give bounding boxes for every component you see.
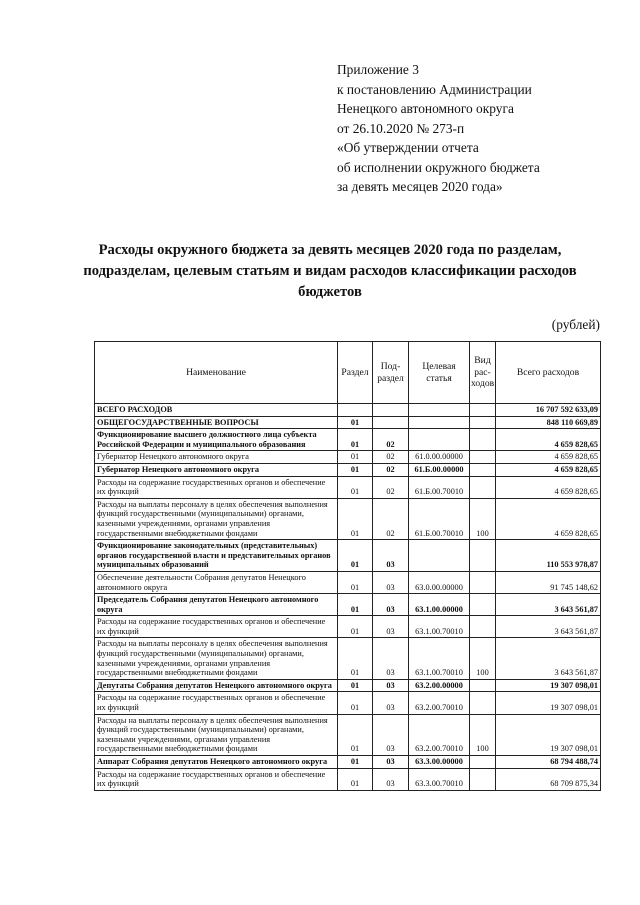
row-podrazdel: 03: [373, 571, 409, 593]
row-target: [409, 540, 470, 572]
table-row: [95, 571, 601, 593]
row-podrazdel: [373, 404, 409, 417]
row-expense-type: [470, 571, 496, 593]
table-row: [95, 476, 601, 498]
row-expense-type: [470, 692, 496, 714]
row-razdel: 01: [338, 476, 373, 498]
row-target: 61.Б.00.00000: [409, 463, 470, 476]
appendix-line: «Об утверждении отчета: [337, 140, 479, 155]
row-target: 61.Б.00.70010: [409, 476, 470, 498]
row-name: ВСЕГО РАСХОДОВ: [95, 404, 338, 417]
row-total: 19 307 098,01: [496, 714, 601, 755]
row-total: 68 794 488,74: [496, 756, 601, 769]
row-target: [409, 416, 470, 429]
row-name: Губернатор Ненецкого автономного округа: [95, 451, 338, 464]
row-podrazdel: 02: [373, 463, 409, 476]
row-name: Губернатор Ненецкого автономного округа: [95, 463, 338, 476]
row-target: 63.3.00.70010: [409, 768, 470, 790]
row-name: ОБЩЕГОСУДАРСТВЕННЫЕ ВОПРОСЫ: [95, 416, 338, 429]
column-header-podrazdel: Под-раздел: [373, 342, 409, 404]
table-row: [95, 451, 601, 464]
appendix-line: Ненецкого автономного округа: [337, 101, 514, 116]
row-podrazdel: 03: [373, 756, 409, 769]
row-podrazdel: 03: [373, 594, 409, 616]
row-podrazdel: 02: [373, 498, 409, 539]
row-name: Расходы на содержание государственных органов и обеспечение их функций: [95, 476, 338, 498]
row-target: 63.2.00.00000: [409, 679, 470, 692]
row-target: 63.2.00.70010: [409, 692, 470, 714]
row-total: 848 110 669,89: [496, 416, 601, 429]
row-podrazdel: 03: [373, 616, 409, 638]
row-podrazdel: 03: [373, 768, 409, 790]
row-target: 63.1.00.70010: [409, 638, 470, 679]
row-razdel: 01: [338, 638, 373, 679]
row-total: 110 553 978,87: [496, 540, 601, 572]
row-expense-type: [470, 768, 496, 790]
row-total: 4 659 828,65: [496, 451, 601, 464]
row-total: 19 307 098,01: [496, 679, 601, 692]
row-podrazdel: 02: [373, 429, 409, 451]
row-total: 3 643 561,87: [496, 594, 601, 616]
table-row: [95, 692, 601, 714]
column-header-total: Всего расходов: [496, 342, 601, 404]
table-row: [95, 768, 601, 790]
column-header-name: Наименование: [95, 342, 338, 404]
row-target: 63.1.00.70010: [409, 616, 470, 638]
row-total: 4 659 828,65: [496, 476, 601, 498]
row-total: 4 659 828,65: [496, 463, 601, 476]
table-row: [95, 679, 601, 692]
row-expense-type: [470, 594, 496, 616]
row-podrazdel: 03: [373, 679, 409, 692]
row-podrazdel: [373, 416, 409, 429]
row-name: Функционирование высшего должностного лица субъекта Российской Федерации и муниципального образования: [95, 429, 338, 451]
row-name: Расходы на выплаты персоналу в целях обеспечения выполнения функций государственными (муниципальными) органами, казенными учреждениями, органами управления государственными внебюджетными фондами: [95, 498, 338, 539]
row-name: Функционирование законодательных (представительных) органов государственной власти и представительных органов муниципальных образований: [95, 540, 338, 572]
appendix-line: об исполнении окружного бюджета: [337, 159, 540, 175]
row-target: 63.1.00.00000: [409, 594, 470, 616]
table-row: [95, 594, 601, 616]
table-row: [95, 714, 601, 755]
row-expense-type: 100: [470, 498, 496, 539]
appendix-line: от 26.10.2020 № 273-п: [337, 120, 465, 136]
row-expense-type: [470, 476, 496, 498]
appendix-line: к постановлению Администрации: [337, 81, 532, 97]
row-name: Аппарат Собрания депутатов Ненецкого автономного округа: [95, 756, 338, 769]
row-razdel: 01: [338, 429, 373, 451]
row-target: 63.0.00.00000: [409, 571, 470, 593]
row-name: Обеспечение деятельности Собрания депутатов Ненецкого автономного округа: [95, 571, 338, 593]
row-razdel: 01: [338, 714, 373, 755]
row-target: 61.0.00.00000: [409, 451, 470, 464]
row-razdel: 01: [338, 756, 373, 769]
row-expense-type: [470, 463, 496, 476]
row-total: 68 709 875,34: [496, 768, 601, 790]
row-expense-type: [470, 451, 496, 464]
row-razdel: 01: [338, 463, 373, 476]
row-expense-type: [470, 540, 496, 572]
row-expense-type: [470, 616, 496, 638]
row-razdel: 01: [338, 416, 373, 429]
row-razdel: 01: [338, 768, 373, 790]
row-razdel: 01: [338, 571, 373, 593]
appendix-line: за девять месяцев 2020 года»: [337, 179, 503, 194]
row-target: 63.3.00.00000: [409, 756, 470, 769]
table-body: [95, 404, 601, 791]
column-header-expense-type: Вид рас-ходов: [470, 342, 496, 404]
row-expense-type: [470, 404, 496, 417]
row-expense-type: [470, 416, 496, 429]
row-razdel: 01: [338, 692, 373, 714]
row-podrazdel: 03: [373, 540, 409, 572]
row-name: Депутаты Собрания депутатов Ненецкого автономного округа: [95, 679, 338, 692]
column-header-razdel: Раздел: [338, 342, 373, 404]
row-podrazdel: 03: [373, 692, 409, 714]
row-target: 63.2.00.70010: [409, 714, 470, 755]
document-title: Расходы окружного бюджета за девять месяцев 2020 года по разделам, подразделам, целевым статьям и видам расходов классификации расходов бюджетов: [83, 242, 577, 300]
row-total: 4 659 828,65: [496, 498, 601, 539]
row-expense-type: [470, 756, 496, 769]
row-target: 61.Б.00.70010: [409, 498, 470, 539]
row-target: [409, 404, 470, 417]
table-row: [95, 756, 601, 769]
row-razdel: 01: [338, 594, 373, 616]
row-name: Расходы на содержание государственных органов и обеспечение их функций: [95, 616, 338, 638]
row-podrazdel: 03: [373, 714, 409, 755]
table-row: [95, 416, 601, 429]
row-total: 3 643 561,87: [496, 638, 601, 679]
unit-label: (рублей): [551, 317, 600, 332]
row-name: Расходы на выплаты персоналу в целях обеспечения выполнения функций государственными (муниципальными) органами, казенными учреждениями, органами управления государственными внебюджетными фондами: [95, 638, 338, 679]
row-podrazdel: 03: [373, 638, 409, 679]
row-target: [409, 429, 470, 451]
table-row: [95, 498, 601, 539]
row-podrazdel: 02: [373, 476, 409, 498]
row-expense-type: [470, 429, 496, 451]
row-razdel: 01: [338, 679, 373, 692]
row-expense-type: 100: [470, 638, 496, 679]
row-name: Расходы на содержание государственных органов и обеспечение их функций: [95, 692, 338, 714]
row-name: Председатель Собрания депутатов Ненецкого автономного округа: [95, 594, 338, 616]
row-razdel: 01: [338, 616, 373, 638]
row-total: 16 707 592 633,09: [496, 404, 601, 417]
row-podrazdel: 02: [373, 451, 409, 464]
row-razdel: 01: [338, 540, 373, 572]
table-row: [95, 616, 601, 638]
table-row: [95, 540, 601, 572]
row-razdel: 01: [338, 451, 373, 464]
row-expense-type: [470, 679, 496, 692]
table-row: [95, 404, 601, 417]
row-razdel: 01: [338, 498, 373, 539]
table-row: [95, 429, 601, 451]
appendix-line: Приложение 3: [337, 62, 419, 77]
table-row: [95, 638, 601, 679]
table-header-row: [95, 342, 601, 404]
row-total: 4 659 828,65: [496, 429, 601, 451]
appendix-header: [337, 60, 627, 197]
budget-table: [94, 341, 601, 791]
row-total: 91 745 148,62: [496, 571, 601, 593]
row-razdel: [338, 404, 373, 417]
table-row: [95, 463, 601, 476]
column-header-target: Целевая статья: [409, 342, 470, 404]
row-total: 3 643 561,87: [496, 616, 601, 638]
row-expense-type: 100: [470, 714, 496, 755]
row-total: 19 307 098,01: [496, 692, 601, 714]
row-name: Расходы на содержание государственных органов и обеспечение их функций: [95, 768, 338, 790]
row-name: Расходы на выплаты персоналу в целях обеспечения выполнения функций государственными (муниципальными) органами, казенными учреждениями, органами управления государственными внебюджетными фондами: [95, 714, 338, 755]
